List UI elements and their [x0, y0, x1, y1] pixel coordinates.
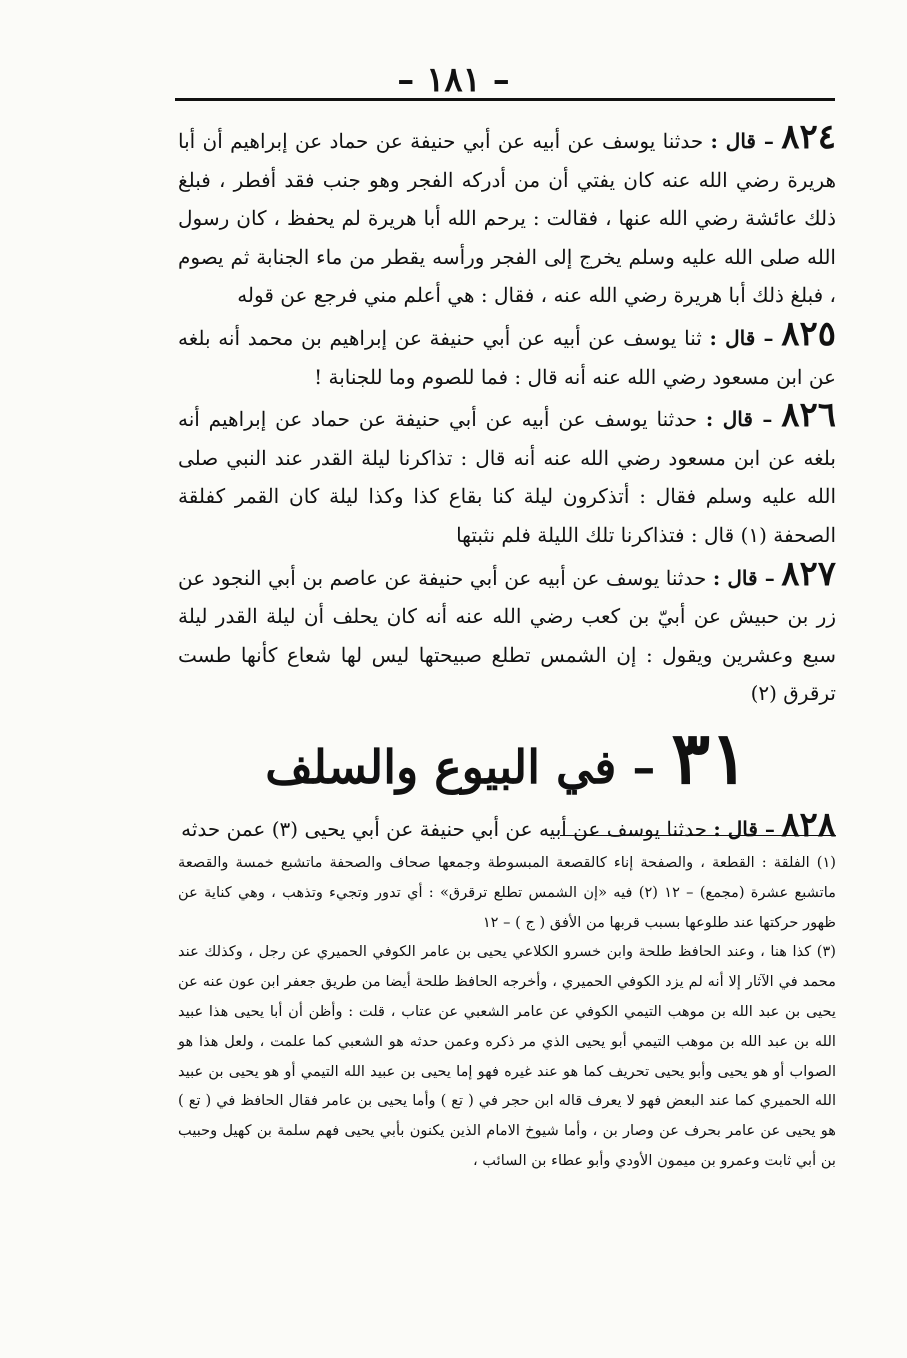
footnote: (١) الفلقة : القطعة ، والصفحة إناء كالقصعة المبسوطة وجمعها صحاف والصحفة ماتشبع خمسة والقصعة ماتشبع عشرة (مجمع) – ١٢ (٢) فيه «إن الشمس تطلع ترقرق» : أي تدور وتجيء وتذهب ، وهي كناية عن ظهور حركتها عند طلوعها بسبب قربها من الأفق ( ج ) – ١٢ — [178, 854, 837, 931]
hadith-number: ٨٢٧ — [781, 553, 837, 594]
hadith-lead: – قال : — [709, 325, 774, 350]
hadith-text: ثنا يوسف عن أبيه عن أبي حنيفة عن إبراهيم بن محمد أنه بلغه عن ابن مسعود رضي الله عنه أنه قال : فما للصوم وما للجنابة ! — [178, 325, 836, 389]
hadith-number: ٨٢٤ — [781, 117, 837, 157]
hadith-lead: – قال : — [710, 129, 774, 153]
hadith-text: حدثنا يوسف عن أبيه عن أبي حنيفة عن عاصم بن أبي النجود عن زر بن حبيش عن أبيّ بن كعب رضي الله عنه أنه كان يحلف أن ليلة القدر ليلة سبع وعشرين ويقول : إن الشمس تطلع صبيحتها ليس لها شعاع كأنها طست ترقرق (٢) — [178, 565, 836, 706]
main-text — [178, 118, 836, 849]
hadith-lead: – قال : — [713, 816, 775, 841]
hadith-text: حدثنا يوسف عن أبيه عن أبي حنيفة عن حماد عن إبراهيم أنه بلغه عن ابن مسعود رضي الله عنه أنه قال : تذاكرنا ليلة القدر عند النبي صلى الله عليه وسلم فقال : أتذكرون ليلة كنا بقاع كذا وكذا ليلة كان القمر كفلقة الصحفة (١) قال : فتذاكرنا تلك الليلة فلم نثبتها — [178, 407, 836, 547]
hadith-lead: – قال : — [705, 407, 773, 432]
section-heading — [178, 714, 836, 806]
hadith-825 — [178, 315, 836, 396]
hadith-824 — [178, 118, 836, 315]
header-rule — [175, 98, 835, 101]
section-number: ٣١ — [671, 714, 749, 800]
hadith-text: حدثنا يوسف عن أبيه عن أبي حنيفة عن أبي يحيى (٣) عمن حدثه — [181, 816, 707, 841]
hadith-826 — [178, 396, 836, 554]
hadith-number: ٨٢٥ — [781, 313, 836, 354]
hadith-827 — [178, 555, 836, 713]
page-number: – ١٨١ – — [397, 60, 510, 100]
hadith-lead: – قال : — [712, 565, 775, 590]
section-title: – في البيوع والسلف — [265, 739, 656, 794]
hadith-number: ٨٢٦ — [781, 395, 837, 436]
footnotes — [178, 848, 836, 1176]
hadith-number: ٨٢٨ — [781, 804, 836, 845]
hadith-text: حدثنا يوسف عن أبيه عن أبي حنيفة عن حماد عن إبراهيم أن أبا هريرة رضي الله عنه كان يفتي أن من أدركه الفجر وهو جنب فقد أفطر ، فبلغ ذلك عائشة رضي الله عنها ، فقالت : يرحم الله أبا هريرة لم يحفظ ، كان رسول الله صلى الله عليه وسلم يخرج إلى الفجر ورأسه يقطر من ماء الجنابة ثم يصوم ، فبلغ ذلك أبا هريرة رضي الله عنه ، فقال : هي أعلم مني فرجع عن قوله — [178, 129, 836, 308]
footnote-rule — [560, 835, 836, 836]
hadith-828 — [178, 806, 836, 849]
footnote: (٣) كذا هنا ، وعند الحافظ طلحة وابن خسرو الكلاعي يحيى بن عامر الكوفي الحميري عن رجل ، وكذلك عند محمد في الآثار إلا أنه لم يزد الكوفي الحميري ، وأخرجه الحافظ طلحة أيضا من طريق جعفر ابن عون عنه عن يحيى بن عبد الله بن موهب التيمي الكوفي عن عامر الشعبي عن عتاب ، قلت : وأظن أن أبا يحيى هذا عبيد الله بن عبد الله بن موهب التيمي أبو يحيى الذي مر ذكره وعمن حدثه هو الشعبي كما علمت ، ولعل هذا هو الصواب أو هو يحيى وأبو يحيى تحريف كما هو عند غيره فهو إما يحيى بن عبيد الله التيمي أو هو يحيى بن عبيد الله الحميري كما عند البعض فهو لا يعرف قاله ابن حجر في ( تع ) وأما يحيى بن عامر فقال الحافظ في ( تع ) هو يحيى عن عامر بحرف عن وصار بن ، وأما شيوخ الامام الذين يكنون بأبي يحيى فهم سلمة بن كهيل وحبيب بن أبي ثابت وعمرو بن ميمون الأودي وأبو عطاء بن السائب ، — [178, 943, 836, 1169]
